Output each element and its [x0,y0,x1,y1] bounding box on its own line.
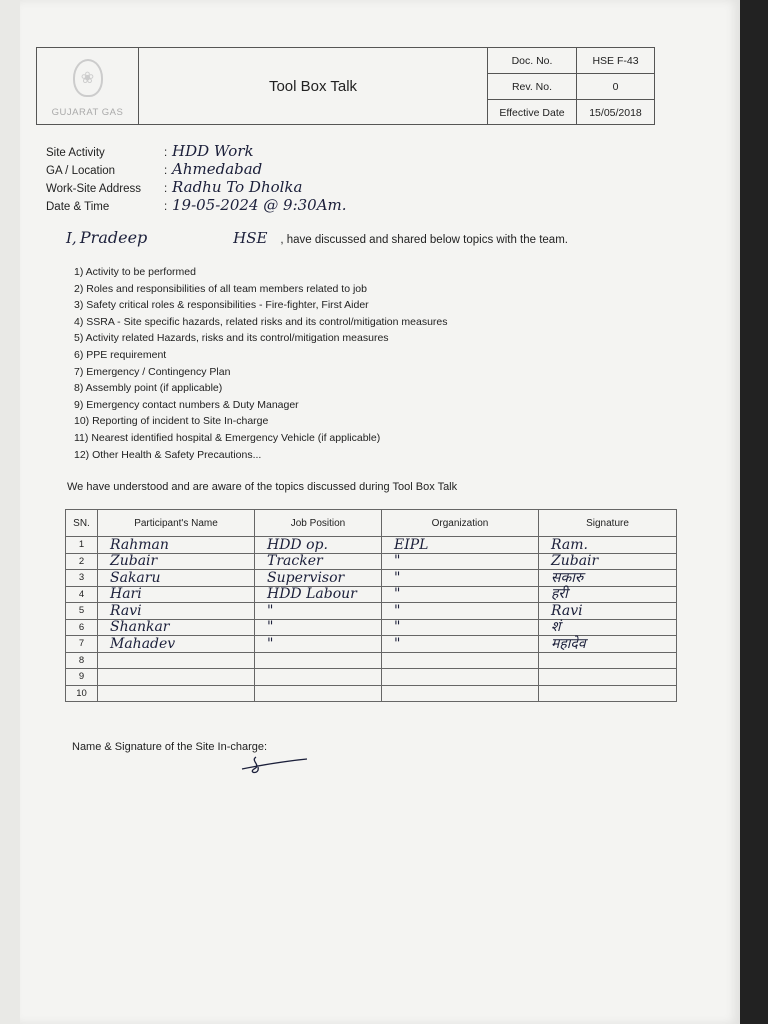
list-item: 10) Reporting of incident to Site In-charge [74,415,269,428]
form-title: Tool Box Talk [139,48,488,124]
list-item: 5) Activity related Hazards, risks and its control/mitigation measures [74,332,389,345]
site-incharge-label: Name & Signature of the Site In-charge: [72,741,268,753]
name-cell: Mahadev [98,636,255,653]
organization-cell [382,669,539,686]
site-activity-row: Site Activity : HDD Work [46,142,254,160]
sn-cell: 5 [66,603,98,620]
sn-cell: 7 [66,636,98,653]
site-incharge-signature [232,755,312,777]
name-cell: Shankar [98,619,255,636]
table-row [66,586,677,603]
position-cell [255,669,382,686]
position-cell: " [255,636,382,653]
table-row [66,669,677,686]
table-row [66,603,677,620]
list-item: 7) Emergency / Contingency Plan [74,365,231,378]
sn-cell: 4 [66,586,98,603]
presenter-department: HSE [233,229,268,247]
sn-cell: 8 [66,652,98,669]
name-cell: Sakaru [98,570,255,587]
position-cell [255,685,382,702]
field-value: 19-05-2024 @ 9:30Am. [172,196,347,214]
sn-cell: 2 [66,553,98,570]
name-cell [98,685,255,702]
column-header: Signature [539,510,677,537]
declaration [66,228,568,247]
signature-cell: हरी [539,586,677,603]
field-value: Radhu To Dholka [172,178,303,196]
address-row: Work-Site Address : Radhu To Dholka [46,178,303,196]
table-row [66,570,677,587]
list-item: 1) Activity to be performed [74,266,196,278]
table-row [66,652,677,669]
logo-text: GUJARAT GAS [51,107,124,118]
organization-cell: " [382,619,539,636]
field-label: Date & Time [46,201,110,213]
position-cell: " [255,619,382,636]
sn-cell: 6 [66,619,98,636]
signature-cell [539,652,677,669]
table-row [66,537,677,554]
list-item: 9) Emergency contact numbers & Duty Manager [74,398,299,411]
table-row [66,553,677,570]
effective-date-label: Effective Date [488,100,577,126]
list-item: 6) PPE requirement [74,348,167,361]
signature-cell: सकारु [539,570,677,587]
table-row [66,636,677,653]
organization-cell: " [382,586,539,603]
name-cell [98,652,255,669]
signature-cell [539,685,677,702]
table-row [66,685,677,702]
doc-info-table [488,48,654,125]
column-header: SN. [66,510,98,537]
organization-cell: " [382,553,539,570]
background-right [740,0,768,1024]
list-item: 11) Nearest identified hospital & Emergency Vehicle (if applicable) [74,431,381,444]
doc-no-label: Doc. No. [488,48,577,74]
position-cell: HDD Labour [255,586,382,603]
table-row [66,619,677,636]
signature-cell: महादेव [539,636,677,653]
signature-cell: Ram. [539,537,677,554]
doc-no-value: HSE F-43 [577,48,655,74]
position-cell: Tracker [255,553,382,570]
name-cell: Rahman [98,537,255,554]
page-edge-left [0,0,20,1024]
signature-cell: Zubair [539,553,677,570]
position-cell: Supervisor [255,570,382,587]
signature-cell [539,669,677,686]
list-item: 4) SSRA - Site specific hazards, related risks and its control/mitigation measures [74,315,448,328]
name-cell: Ravi [98,603,255,620]
organization-cell [382,652,539,669]
field-label: Work-Site Address [46,183,142,195]
effective-date-value: 15/05/2018 [589,106,642,119]
topics-list [74,266,448,465]
location-row: GA / Location : Ahmedabad [46,160,263,178]
field-value: HDD Work [172,142,254,160]
participants-table [65,509,677,702]
understanding-statement: We have understood and are aware of the topics discussed during Tool Box Talk [67,481,458,493]
sn-cell: 10 [66,685,98,702]
sn-cell: 9 [66,669,98,686]
list-item: 2) Roles and responsibilities of all team members related to job [74,282,367,295]
organization-cell [382,685,539,702]
declaration-text: , have discussed and shared below topics with the team. [280,234,568,246]
sn-cell: 1 [66,537,98,554]
signature-cell: Ravi [539,603,677,620]
position-cell: " [255,603,382,620]
organization-cell: " [382,636,539,653]
organization-cell: " [382,570,539,587]
rev-no-label: Rev. No. [488,74,577,100]
sn-cell: 3 [66,570,98,587]
organization-cell: EIPL [382,537,539,554]
name-cell: Zubair [98,553,255,570]
list-item: 3) Safety critical roles & responsibilities - Fire-fighter, First Aider [74,299,369,312]
presenter-name: Pradeep [79,228,148,247]
signature-cell: शं [539,619,677,636]
name-cell [98,669,255,686]
organization-cell: " [382,603,539,620]
declaration-prefix: I, [66,229,77,247]
date-time-row: Date & Time : 19-05-2024 @ 9:30Am. [46,196,347,214]
name-cell: Hari [98,586,255,603]
table-header-row [66,510,677,537]
column-header: Organization [382,510,539,537]
list-item: 8) Assembly point (if applicable) [74,382,223,395]
position-cell [255,652,382,669]
position-cell: HDD op. [255,537,382,554]
field-value: Ahmedabad [172,160,263,178]
column-header: Participant's Name [98,510,255,537]
flame-icon: ❀ [73,59,103,97]
list-item: 12) Other Health & Safety Precautions... [74,448,262,461]
company-logo [37,48,139,124]
rev-no-value: 0 [577,74,655,100]
column-header: Job Position [255,510,382,537]
field-label: GA / Location [46,165,116,177]
form-header [36,47,655,125]
field-label: Site Activity [46,147,105,159]
